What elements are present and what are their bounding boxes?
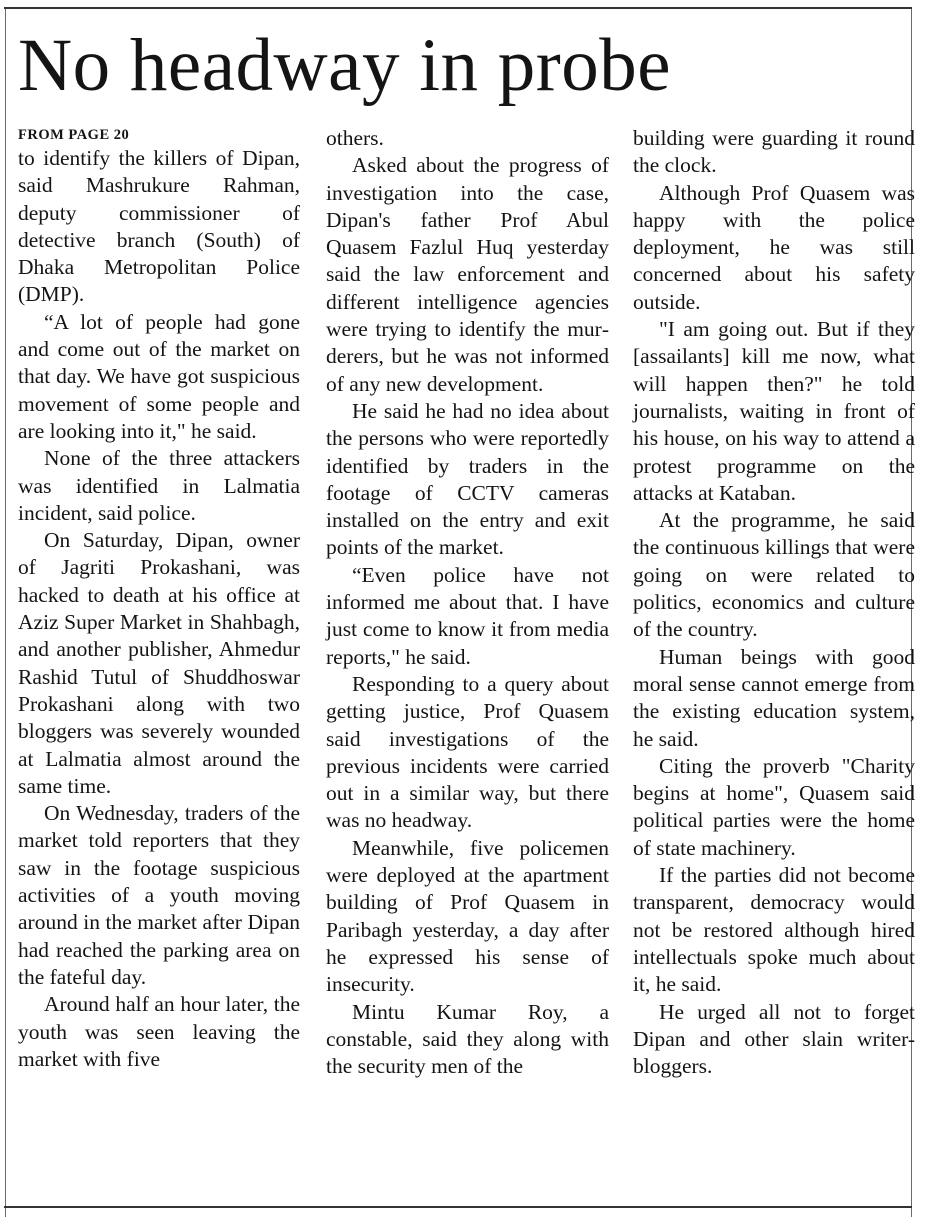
bottom-rule [4,1206,912,1208]
paragraph: Asked about the progress of investigation into the case, Dipan's father Prof Abul Quasem Fazlul Huq yesterday said the law enforcement and different intelligence agencies were trying to identify the murderers, but he was not informed of any new development. [326,153,609,396]
paragraph: Responding to a query about getting justice, Prof Quasem said investigations of the previous incidents were carried out in a similar way, but there was no headway. [326,671,609,833]
paragraph: Around half an hour later, the youth was seen leaving the market with five [18,992,300,1071]
paragraph: He said he had no idea about the persons who were reportedly identified by traders in the footage of CCTV cameras installed on the entry and exit points of the market. [326,398,609,560]
paragraph: to identify the killers of Dipan, said Mashrukure Rahman, deputy commissioner of detective branch (South) of Dhaka Metropolitan Police (DMP). [18,146,300,307]
top-rule [4,7,912,9]
paragraph: "I am going out. But if they [assailants] kill me now, what will happen then?" he told journalists, waiting in front of his house, on his way to attend a protest programme on the attacks at Kataban. [633,317,915,505]
paragraph: building were guarding it round the clock. [633,126,915,178]
left-border [5,9,6,1217]
article-column-1 [18,125,300,1073]
paragraph: At the programme, he said the continuous killings that were going on were related to politics, economics and culture of the country. [633,508,915,642]
paragraph: Although Prof Quasem was happy with the police deployment, he was still concerned about his safety outside. [633,180,915,314]
paragraph: Meanwhile, five policemen were deployed at the apartment building of Prof Quasem in Paribagh yesterday, a day after he expressed his sense of insecurity. [326,835,609,997]
paragraph: Human beings with good moral sense cannot emerge from the existing education system, he said. [633,644,915,751]
paragraph: If the parties did not become transparent, democracy would not be restored although hired intellectuals spoke much about it, he said. [633,863,915,997]
paragraph: On Wednesday, traders of the market told reporters that they saw in the footage suspicious activities of a youth moving around in the market after Dipan had reached the parking area on the fateful day. [18,801,300,989]
continued-from-label: FROM PAGE 20 [18,127,130,143]
paragraph: “A lot of people had gone and come out of the market on that day. We have got suspicious movement of some people and are looking into it," he said. [18,309,300,443]
paragraph: others. [326,126,384,150]
paragraph: Citing the proverb "Charity begins at home", Quasem said political parties were the home of state machinery. [633,753,915,860]
paragraph: He urged all not to forget Dipan and other slain writer-bloggers. [633,999,915,1079]
paragraph: “Even police have not informed me about that. I have just come to know it from media reports," he said. [326,562,609,669]
paragraph: Mintu Kumar Roy, a constable, said they along with the security men of the [326,999,609,1079]
article-column-2 [326,125,609,1080]
paragraph: On Saturday, Dipan, owner of Jagriti Prokashani, was hacked to death at his office at Aziz Super Market in Shahbagh, and another publisher, Ahmedur Rashid Tutul of Shuddhoswar Prokashani along with two bloggers was severely wounded at Lalmatia almost around the same time. [18,528,300,798]
headline: No headway in probe [18,24,672,107]
article-column-3 [633,125,915,1080]
paragraph: None of the three attackers was identified in Lalmatia incident, said police. [18,446,300,525]
